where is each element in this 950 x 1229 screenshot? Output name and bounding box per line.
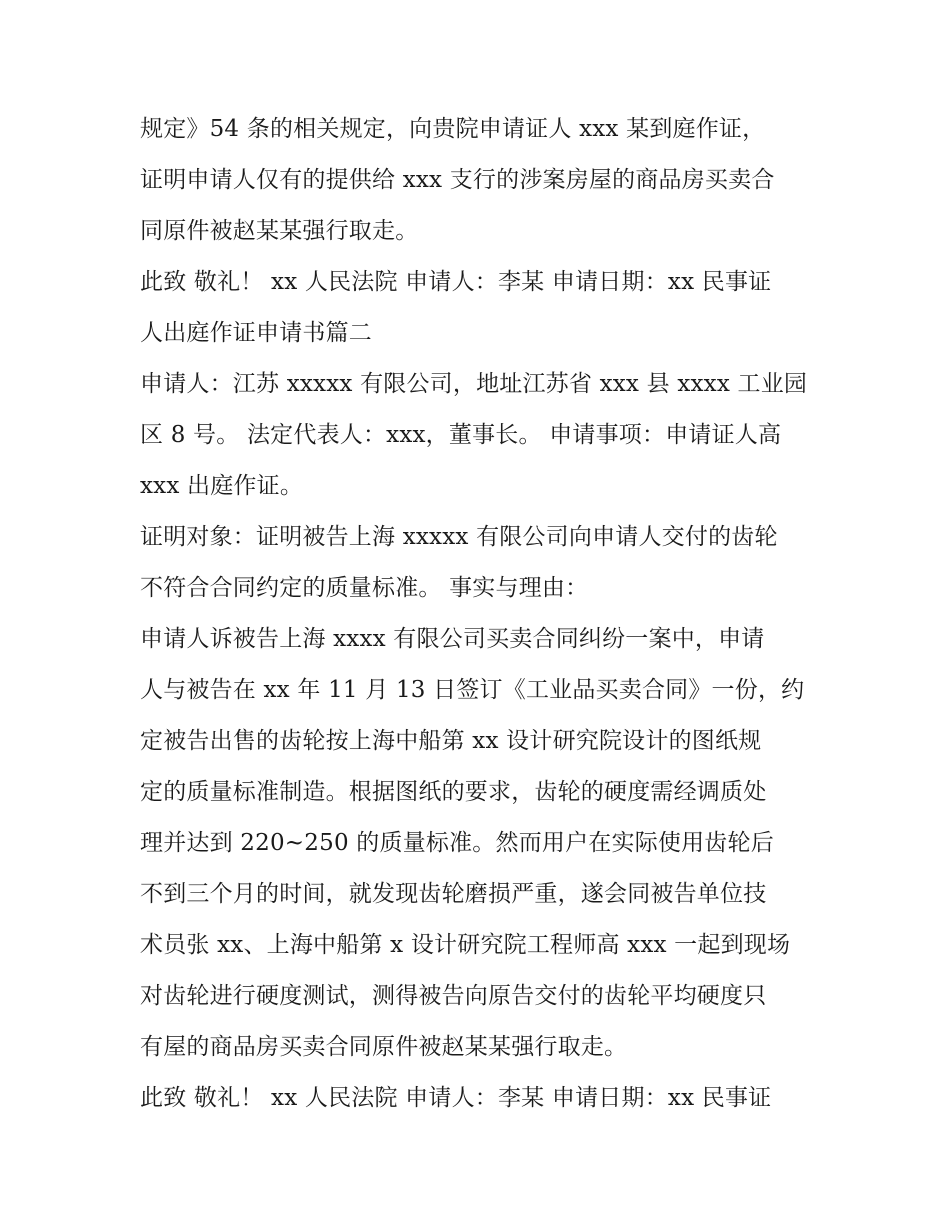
text-line: 定的质量标准制造。根据图纸的要求，齿轮的硬度需经调质处 (140, 779, 767, 805)
text-line: 此致 敬礼！ xx 人民法院 申请人：李某 申请日期：xx 民事证 (140, 269, 772, 295)
text-line: 对齿轮进行硬度测试，测得被告向原告交付的齿轮平均硬度只 (140, 983, 767, 1009)
text-line: 同原件被赵某某强行取走。 (140, 218, 419, 244)
text-line: 申请人：江苏 xxxxx 有限公司，地址江苏省 xxx 县 xxxx 工业园 (140, 371, 808, 397)
text-line: 规定》54 条的相关规定，向贵院申请证人 xxx 某到庭作证， (140, 116, 766, 142)
text-line: 此致 敬礼！ xx 人民法院 申请人：李某 申请日期：xx 民事证 (140, 1085, 772, 1111)
text-line: 术员张 xx、上海中船第 x 设计研究院工程师高 xxx 一起到现场 (140, 932, 791, 958)
text-line: 不到三个月的时间，就发现齿轮磨损严重，遂会同被告单位技 (140, 881, 767, 907)
text-line: 人出庭作证申请书篇二 (140, 320, 372, 346)
text-line: 有屋的商品房买卖合同原件被赵某某强行取走。 (140, 1034, 628, 1060)
text-line: 理并达到 220~250 的质量标准。然而用户在实际使用齿轮后 (140, 830, 774, 856)
text-line: 申请人诉被告上海 xxxx 有限公司买卖合同纠纷一案中，申请 (140, 626, 765, 652)
text-line: 证明申请人仅有的提供给 xxx 支行的涉案房屋的商品房买卖合 (140, 167, 775, 193)
text-line: xxx 出庭作证。 (140, 473, 304, 499)
text-line: 人与被告在 xx 年 11 月 13 日签订《工业品买卖合同》一份，约 (140, 677, 805, 703)
text-line: 不符合合同约定的质量标准。 事实与理由： (140, 575, 589, 601)
text-line: 区 8 号。 法定代表人：xxx，董事长。 申请事项：申请证人高 (140, 422, 782, 448)
document-body (140, 104, 820, 1124)
text-line: 定被告出售的齿轮按上海中船第 xx 设计研究院设计的图纸规 (140, 728, 762, 754)
text-line: 证明对象：证明被告上海 xxxxx 有限公司向申请人交付的齿轮 (140, 524, 778, 550)
